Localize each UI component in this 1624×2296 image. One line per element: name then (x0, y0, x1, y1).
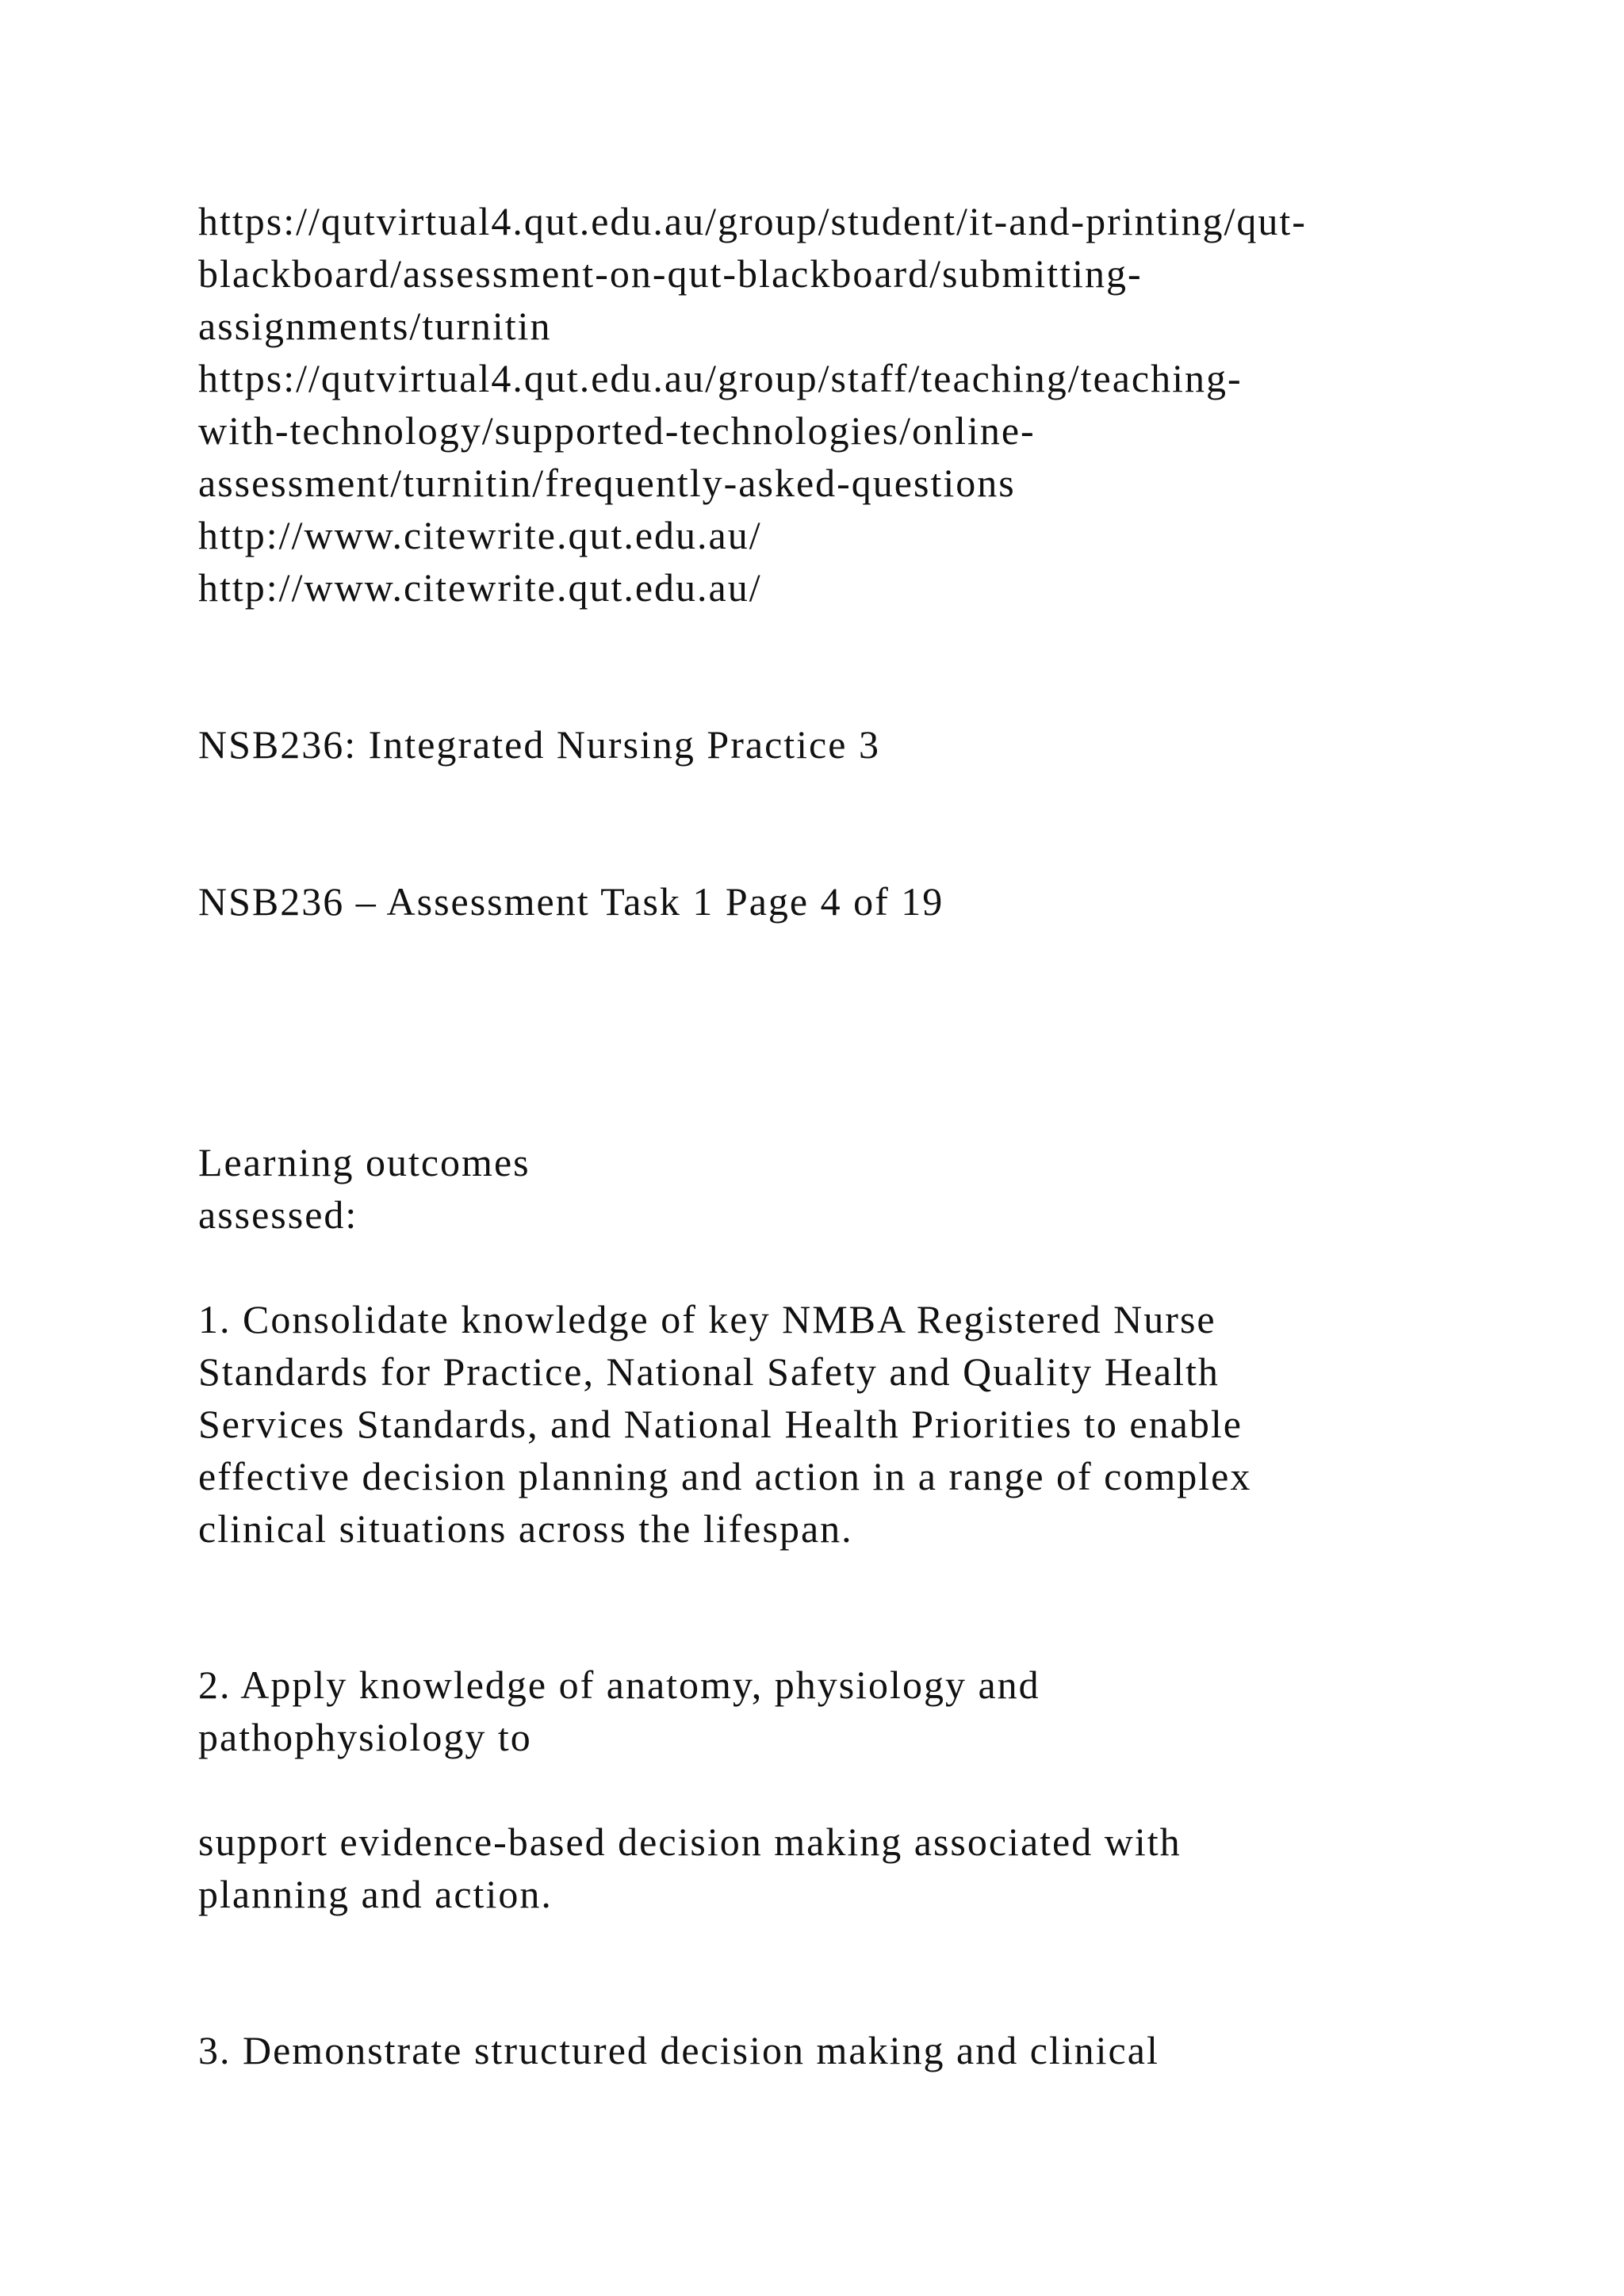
outcome-1-line-4: effective decision planning and action in a range of complex (198, 1454, 1252, 1498)
citewrite-link-1[interactable]: http://www.citewrite.qut.edu.au/ (198, 513, 762, 557)
reference-link-1[interactable]: https://qutvirtual4.qut.edu.au/group/student/it-and-printing/qut- (198, 199, 1307, 243)
reference-link-2-cont[interactable]: with-technology/supported-technologies/online- (198, 408, 1036, 453)
outcome-2-line-3: support evidence-based decision making associated with (198, 1820, 1182, 1864)
reference-link-1-cont[interactable]: blackboard/assessment-on-qut-blackboard/submitting- (198, 251, 1143, 296)
learning-outcomes-heading-cont: assessed: (198, 1192, 358, 1237)
outcome-1-line-1: 1. Consolidate knowledge of key NMBA Registered Nurse (198, 1297, 1216, 1341)
outcome-3-line-1: 3. Demonstrate structured decision making and clinical (198, 2028, 1159, 2072)
outcome-1-line-3: Services Standards, and National Health Priorities to enable (198, 1402, 1243, 1446)
outcome-2-line-4: planning and action. (198, 1872, 553, 1916)
learning-outcomes-heading: Learning outcomes (198, 1140, 530, 1184)
reference-link-2[interactable]: https://qutvirtual4.qut.edu.au/group/staff/teaching/teaching- (198, 356, 1243, 400)
outcome-1-line-5: clinical situations across the lifespan. (198, 1506, 853, 1551)
citewrite-link-2[interactable]: http://www.citewrite.qut.edu.au/ (198, 565, 762, 610)
unit-title: NSB236: Integrated Nursing Practice 3 (198, 722, 880, 767)
reference-link-1-cont-2[interactable]: assignments/turnitin (198, 304, 552, 348)
outcome-1-line-2: Standards for Practice, National Safety and Quality Health (198, 1349, 1220, 1394)
outcome-2-line-1: 2. Apply knowledge of anatomy, physiology and (198, 1663, 1040, 1707)
outcome-2-line-2: pathophysiology to (198, 1715, 532, 1759)
reference-link-2-cont-2[interactable]: assessment/turnitin/frequently-asked-questions (198, 461, 1016, 505)
page-header: NSB236 – Assessment Task 1 Page 4 of 19 (198, 879, 944, 924)
